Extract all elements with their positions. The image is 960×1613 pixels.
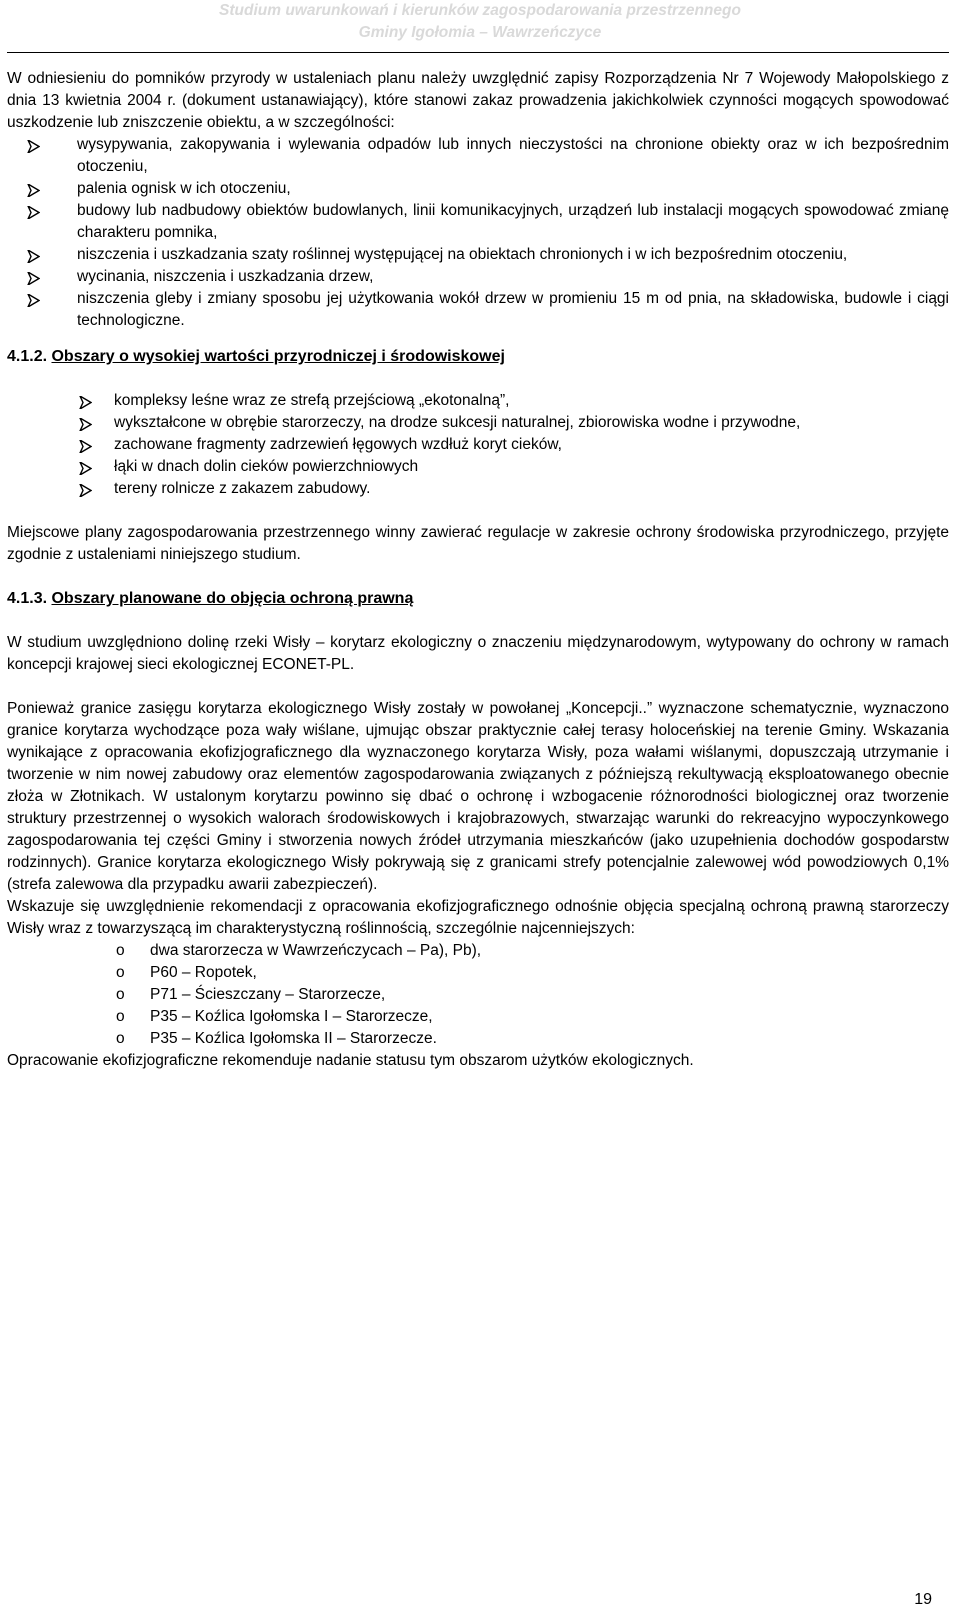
chevron-right-icon [79,412,92,434]
circle-bullet: o [116,1008,125,1025]
chevron-right-icon [27,288,40,310]
wisla-paragraph: W studium uwzględniono dolinę rzeki Wisły – korytarz ekologiczny o znaczeniu międzynarodowym, wytypowany do ochrony w ramach koncepcji krajowej sieci ekologicznej ECONET-PL. [7,634,949,673]
list-item: wycinania, niszczenia i uszkadzania drzew, [7,266,949,288]
list-item: kompleksy leśne wraz ze strefą przejściową „ekotonalną”, [7,390,949,412]
list-item: budowy lub nadbudowy obiektów budowlanych, linii komunikacyjnych, urządzeń lub instalacji mogących spowodować zmianę charakteru pomnika, [7,200,949,244]
prohibitions-list [7,134,949,332]
section-heading-4-1-2: 4.1.2. Obszary o wysokiej wartości przyrodniczej i środowiskowej [7,348,505,365]
list-item: zachowane fragmenty zadrzewień łęgowych wzdłuż koryt cieków, [7,434,949,456]
intro-paragraph: W odniesieniu do pomników przyrody w ustaleniach planu należy uwzględnić zapisy Rozporządzenia Nr 7 Wojewody Małopolskiego z dnia 13 kwietnia 2004 r. (dokument ustanawiający), które stanowi zakaz prowadzenia jakichkolwiek czynności mogących spowodować uszkodzenie lub zniszczenie obiektu, a w szczególności: [7,70,949,131]
header-line-2: Gminy Igołomia – Wawrzeńczyce [358,24,602,41]
circle-bullet: o [116,942,125,959]
list-item: o P35 – Koźlica Igołomska II – Starorzecze. [7,1028,949,1050]
page-number: 19 [914,1591,932,1608]
list-item: wykształcone w obrębie starorzeczy, na drodze sukcesji naturalnej, zbiorowiska wodne i przywodne, [7,412,949,434]
chevron-right-icon [79,478,92,500]
header-line-1: Studium uwarunkowań i kierunków zagospodarowania przestrzennego [219,2,741,19]
list-item: palenia ognisk w ich otoczeniu, [7,178,949,200]
document-body [7,68,949,1072]
corridor-paragraph: Ponieważ granice zasięgu korytarza ekologicznego Wisły zostały w powołanej „Koncepcji..” wyznaczone schematycznie, wyznaczono granice korytarza wychodzące poza wały wiślane, ujmując obszar praktycznie całej terasy holoceńskiej na terenie Gminy. Wskazania wynikające z opracowania ekofizjograficznego dla wyznaczonego korytarza Wisły, poza wałami wiślanymi, dopuszczają utrzymanie i tworzenie w nim nowej zabudowy oraz elementów zagospodarowania związanych z późniejszą rekultywacją eksploatowanego obecnie złoża w Złotnikach. W ustalonym korytarzu powinno się dbać o ochronę i wzbogacenie różnorodności biologicznej oraz tworzenie struktury przestrzennej o wysokich walorach środowiskowych i krajobrazowych, stwarzając warunki do rekreacyjno wypoczynkowego zagospodarowania tej części Gminy i stworzenia nowych źródeł utrzymania mieszkańców (jako uzupełnienia dochodów gospodarstw rodzinnych). Granice korytarza ekologicznego Wisły pokrywają się z granicami strefy potencjalnie zalewowej wód powodziowych 0,1% (strefa zalewowa dla przypadku awarii zabezpieczeń). [7,700,949,893]
chevron-right-icon [27,266,40,288]
list-item: niszczenia i uszkadzania szaty roślinnej występującej na obiektach chronionych i w ich bezpośrednim otoczeniu, [7,244,949,266]
circle-bullet: o [116,1030,125,1047]
list-item: tereny rolnicze z zakazem zabudowy. [7,478,949,500]
page-header [0,0,960,44]
chevron-right-icon [27,200,40,222]
header-divider [7,52,949,53]
chevron-right-icon [27,178,40,200]
chevron-right-icon [79,456,92,478]
list-item: łąki w dnach dolin cieków powierzchniowych [7,456,949,478]
chevron-right-icon [79,390,92,412]
oxbow-list [7,940,949,1050]
plans-paragraph: Miejscowe plany zagospodarowania przestrzennego winny zawierać regulacje w zakresie ochrony środowiska przyrodniczego, przyjęte zgodnie z ustaleniami niniejszego studium. [7,524,949,563]
list-item: wysypywania, zakopywania i wylewania odpadów lub innych nieczystości na chronione obiekty oraz w ich bezpośrednim otoczeniu, [7,134,949,178]
list-item: niszczenia gleby i zmiany sposobu jej użytkowania wokół drzew w promieniu 15 m od pnia, na składowiska, budowle i ciągi technologiczne. [7,288,949,332]
circle-bullet: o [116,986,125,1003]
list-item: o P60 – Ropotek, [7,962,949,984]
list-item: o P35 – Koźlica Igołomska I – Starorzecze, [7,1006,949,1028]
chevron-right-icon [27,244,40,266]
final-paragraph: Opracowanie ekofizjograficzne rekomenduje nadanie statusu tym obszarom użytków ekologicznych. [7,1052,694,1069]
valuable-areas-list [7,390,949,500]
circle-bullet: o [116,964,125,981]
list-item: o P71 – Ścieszczany – Starorzecze, [7,984,949,1006]
section-heading-4-1-3: 4.1.3. Obszary planowane do objęcia ochroną prawną [7,590,414,607]
recommendation-paragraph: Wskazuje się uwzględnienie rekomendacji z opracowania ekofizjograficznego odnośnie objęcia specjalną ochroną prawną starorzeczy Wisły wraz z towarzyszącą im charakterystyczną roślinnością, szczególnie najcenniejszych: [7,898,949,937]
list-item: o dwa starorzecza w Wawrzeńczycach – Pa), Pb), [7,940,949,962]
chevron-right-icon [79,434,92,456]
chevron-right-icon [27,134,40,156]
